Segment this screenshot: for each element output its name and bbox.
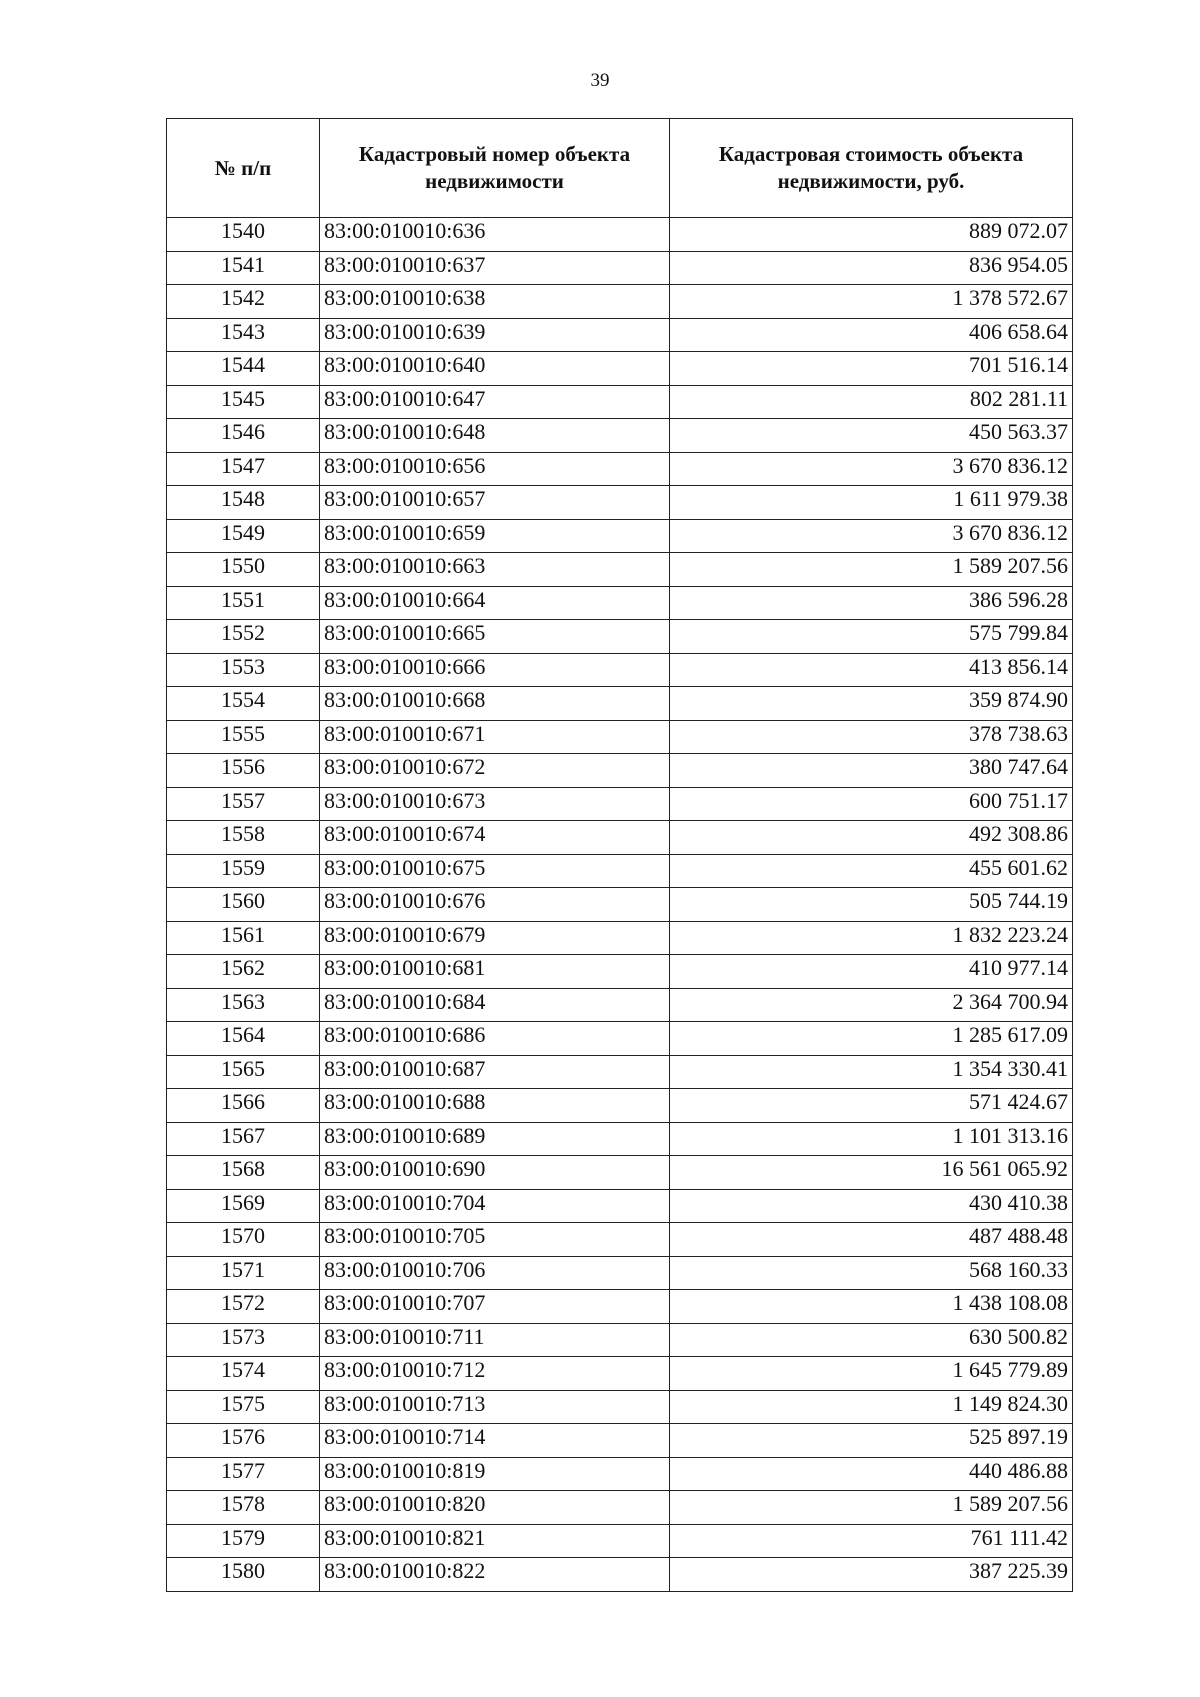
table-row bbox=[167, 519, 1073, 553]
cadastral-number-cell: 83:00:010010:819 bbox=[320, 1457, 670, 1491]
cadastral-number-cell: 83:00:010010:659 bbox=[320, 519, 670, 553]
row-number-cell: 1540 bbox=[167, 218, 320, 252]
row-number-cell: 1561 bbox=[167, 921, 320, 955]
cadastral-number-cell: 83:00:010010:686 bbox=[320, 1022, 670, 1056]
cadastral-value-cell: 380 747.64 bbox=[670, 754, 1073, 788]
table-row bbox=[167, 553, 1073, 587]
cadastral-value-cell: 889 072.07 bbox=[670, 218, 1073, 252]
table-row bbox=[167, 1055, 1073, 1089]
cadastral-number-cell: 83:00:010010:675 bbox=[320, 854, 670, 888]
row-number-cell: 1574 bbox=[167, 1357, 320, 1391]
table-row bbox=[167, 318, 1073, 352]
cadastral-number-cell: 83:00:010010:690 bbox=[320, 1156, 670, 1190]
table-row bbox=[167, 218, 1073, 252]
row-number-cell: 1558 bbox=[167, 821, 320, 855]
cadastral-value-cell: 1 589 207.56 bbox=[670, 1491, 1073, 1525]
cadastral-value-cell: 836 954.05 bbox=[670, 251, 1073, 285]
cadastral-number-cell: 83:00:010010:681 bbox=[320, 955, 670, 989]
cadastral-value-cell: 16 561 065.92 bbox=[670, 1156, 1073, 1190]
cadastral-value-cell: 701 516.14 bbox=[670, 352, 1073, 386]
row-number-cell: 1556 bbox=[167, 754, 320, 788]
row-number-cell: 1559 bbox=[167, 854, 320, 888]
cadastral-value-cell: 455 601.62 bbox=[670, 854, 1073, 888]
cadastral-number-cell: 83:00:010010:711 bbox=[320, 1323, 670, 1357]
cadastral-number-cell: 83:00:010010:705 bbox=[320, 1223, 670, 1257]
cadastral-value-cell: 568 160.33 bbox=[670, 1256, 1073, 1290]
cadastral-number-cell: 83:00:010010:714 bbox=[320, 1424, 670, 1458]
cadastral-value-cell: 1 378 572.67 bbox=[670, 285, 1073, 319]
header-row-number: № п/п bbox=[167, 119, 320, 218]
row-number-cell: 1579 bbox=[167, 1524, 320, 1558]
row-number-cell: 1543 bbox=[167, 318, 320, 352]
table-row bbox=[167, 787, 1073, 821]
cadastral-number-cell: 83:00:010010:671 bbox=[320, 720, 670, 754]
header-cadastral-number: Кадастровый номер объекта недвижимости bbox=[320, 119, 670, 218]
cadastral-number-cell: 83:00:010010:676 bbox=[320, 888, 670, 922]
row-number-cell: 1565 bbox=[167, 1055, 320, 1089]
cadastral-number-cell: 83:00:010010:665 bbox=[320, 620, 670, 654]
cadastral-value-cell: 575 799.84 bbox=[670, 620, 1073, 654]
cadastral-value-cell: 359 874.90 bbox=[670, 687, 1073, 721]
table-row bbox=[167, 486, 1073, 520]
table-row bbox=[167, 1089, 1073, 1123]
table-row bbox=[167, 921, 1073, 955]
table-body bbox=[167, 218, 1073, 1592]
row-number-cell: 1580 bbox=[167, 1558, 320, 1592]
table-row bbox=[167, 854, 1073, 888]
cadastral-number-cell: 83:00:010010:689 bbox=[320, 1122, 670, 1156]
cadastral-value-cell: 378 738.63 bbox=[670, 720, 1073, 754]
cadastral-value-cell: 1 645 779.89 bbox=[670, 1357, 1073, 1391]
cadastral-value-cell: 600 751.17 bbox=[670, 787, 1073, 821]
table-row bbox=[167, 988, 1073, 1022]
cadastral-number-cell: 83:00:010010:666 bbox=[320, 653, 670, 687]
table-row bbox=[167, 452, 1073, 486]
row-number-cell: 1546 bbox=[167, 419, 320, 453]
cadastral-number-cell: 83:00:010010:704 bbox=[320, 1189, 670, 1223]
cadastral-value-cell: 761 111.42 bbox=[670, 1524, 1073, 1558]
table-row bbox=[167, 1290, 1073, 1324]
table-row bbox=[167, 1457, 1073, 1491]
table-row bbox=[167, 1491, 1073, 1525]
row-number-cell: 1571 bbox=[167, 1256, 320, 1290]
cadastral-value-cell: 1 611 979.38 bbox=[670, 486, 1073, 520]
row-number-cell: 1550 bbox=[167, 553, 320, 587]
table-row bbox=[167, 1390, 1073, 1424]
cadastral-value-cell: 3 670 836.12 bbox=[670, 452, 1073, 486]
cadastral-number-cell: 83:00:010010:663 bbox=[320, 553, 670, 587]
row-number-cell: 1552 bbox=[167, 620, 320, 654]
cadastral-number-cell: 83:00:010010:673 bbox=[320, 787, 670, 821]
table-header-row bbox=[167, 119, 1073, 218]
table-row bbox=[167, 419, 1073, 453]
cadastral-number-cell: 83:00:010010:706 bbox=[320, 1256, 670, 1290]
table-row bbox=[167, 1558, 1073, 1592]
row-number-cell: 1577 bbox=[167, 1457, 320, 1491]
cadastral-value-cell: 2 364 700.94 bbox=[670, 988, 1073, 1022]
table-row bbox=[167, 1323, 1073, 1357]
row-number-cell: 1567 bbox=[167, 1122, 320, 1156]
cadastral-number-cell: 83:00:010010:822 bbox=[320, 1558, 670, 1592]
table-row bbox=[167, 821, 1073, 855]
cadastral-value-cell: 630 500.82 bbox=[670, 1323, 1073, 1357]
table-row bbox=[167, 1524, 1073, 1558]
row-number-cell: 1573 bbox=[167, 1323, 320, 1357]
cadastral-value-cell: 3 670 836.12 bbox=[670, 519, 1073, 553]
cadastral-value-cell: 1 101 313.16 bbox=[670, 1122, 1073, 1156]
cadastral-number-cell: 83:00:010010:820 bbox=[320, 1491, 670, 1525]
row-number-cell: 1551 bbox=[167, 586, 320, 620]
table-row bbox=[167, 285, 1073, 319]
row-number-cell: 1572 bbox=[167, 1290, 320, 1324]
cadastral-value-cell: 487 488.48 bbox=[670, 1223, 1073, 1257]
table-row bbox=[167, 251, 1073, 285]
page-number: 39 bbox=[590, 70, 610, 91]
cadastral-number-cell: 83:00:010010:657 bbox=[320, 486, 670, 520]
cadastral-value-cell: 387 225.39 bbox=[670, 1558, 1073, 1592]
cadastral-value-cell: 410 977.14 bbox=[670, 955, 1073, 989]
table-row bbox=[167, 653, 1073, 687]
row-number-cell: 1560 bbox=[167, 888, 320, 922]
cadastral-value-cell: 802 281.11 bbox=[670, 385, 1073, 419]
row-number-cell: 1570 bbox=[167, 1223, 320, 1257]
row-number-cell: 1548 bbox=[167, 486, 320, 520]
row-number-cell: 1576 bbox=[167, 1424, 320, 1458]
cadastral-number-cell: 83:00:010010:656 bbox=[320, 452, 670, 486]
row-number-cell: 1563 bbox=[167, 988, 320, 1022]
table-row bbox=[167, 1122, 1073, 1156]
table-row bbox=[167, 1022, 1073, 1056]
cadastral-value-cell: 1 589 207.56 bbox=[670, 553, 1073, 587]
row-number-cell: 1541 bbox=[167, 251, 320, 285]
cadastral-value-cell: 505 744.19 bbox=[670, 888, 1073, 922]
cadastral-number-cell: 83:00:010010:684 bbox=[320, 988, 670, 1022]
table-row bbox=[167, 1357, 1073, 1391]
cadastral-number-cell: 83:00:010010:688 bbox=[320, 1089, 670, 1123]
table-row bbox=[167, 1256, 1073, 1290]
table-row bbox=[167, 1424, 1073, 1458]
cadastral-value-cell: 1 285 617.09 bbox=[670, 1022, 1073, 1056]
cadastral-number-cell: 83:00:010010:712 bbox=[320, 1357, 670, 1391]
row-number-cell: 1553 bbox=[167, 653, 320, 687]
row-number-cell: 1545 bbox=[167, 385, 320, 419]
cadastral-number-cell: 83:00:010010:640 bbox=[320, 352, 670, 386]
cadastral-number-cell: 83:00:010010:636 bbox=[320, 218, 670, 252]
cadastral-number-cell: 83:00:010010:639 bbox=[320, 318, 670, 352]
table-row bbox=[167, 586, 1073, 620]
table-row bbox=[167, 352, 1073, 386]
table-row bbox=[167, 754, 1073, 788]
cadastral-value-cell: 450 563.37 bbox=[670, 419, 1073, 453]
cadastral-number-cell: 83:00:010010:664 bbox=[320, 586, 670, 620]
cadastral-value-cell: 1 438 108.08 bbox=[670, 1290, 1073, 1324]
row-number-cell: 1547 bbox=[167, 452, 320, 486]
cadastral-value-cell: 386 596.28 bbox=[670, 586, 1073, 620]
row-number-cell: 1555 bbox=[167, 720, 320, 754]
table-row bbox=[167, 1156, 1073, 1190]
cadastral-value-cell: 406 658.64 bbox=[670, 318, 1073, 352]
row-number-cell: 1568 bbox=[167, 1156, 320, 1190]
cadastral-value-cell: 492 308.86 bbox=[670, 821, 1073, 855]
table-row bbox=[167, 687, 1073, 721]
cadastral-value-cell: 525 897.19 bbox=[670, 1424, 1073, 1458]
cadastral-number-cell: 83:00:010010:672 bbox=[320, 754, 670, 788]
row-number-cell: 1544 bbox=[167, 352, 320, 386]
row-number-cell: 1575 bbox=[167, 1390, 320, 1424]
table-row bbox=[167, 720, 1073, 754]
table-row bbox=[167, 385, 1073, 419]
row-number-cell: 1569 bbox=[167, 1189, 320, 1223]
cadastral-number-cell: 83:00:010010:713 bbox=[320, 1390, 670, 1424]
cadastral-number-cell: 83:00:010010:821 bbox=[320, 1524, 670, 1558]
cadastral-number-cell: 83:00:010010:637 bbox=[320, 251, 670, 285]
cadastral-value-cell: 440 486.88 bbox=[670, 1457, 1073, 1491]
row-number-cell: 1554 bbox=[167, 687, 320, 721]
cadastral-number-cell: 83:00:010010:668 bbox=[320, 687, 670, 721]
table-row bbox=[167, 1223, 1073, 1257]
cadastral-number-cell: 83:00:010010:707 bbox=[320, 1290, 670, 1324]
cadastral-number-cell: 83:00:010010:674 bbox=[320, 821, 670, 855]
cadastral-number-cell: 83:00:010010:679 bbox=[320, 921, 670, 955]
row-number-cell: 1564 bbox=[167, 1022, 320, 1056]
cadastral-value-cell: 1 354 330.41 bbox=[670, 1055, 1073, 1089]
cadastral-value-cell: 571 424.67 bbox=[670, 1089, 1073, 1123]
row-number-cell: 1578 bbox=[167, 1491, 320, 1525]
cadastral-value-cell: 413 856.14 bbox=[670, 653, 1073, 687]
cadastral-value-cell: 430 410.38 bbox=[670, 1189, 1073, 1223]
table-row bbox=[167, 888, 1073, 922]
cadastral-number-cell: 83:00:010010:648 bbox=[320, 419, 670, 453]
cadastral-number-cell: 83:00:010010:687 bbox=[320, 1055, 670, 1089]
cadastral-number-cell: 83:00:010010:638 bbox=[320, 285, 670, 319]
header-cadastral-value: Кадастровая стоимость объекта недвижимости, руб. bbox=[670, 119, 1073, 218]
cadastral-value-table bbox=[166, 118, 1073, 1592]
cadastral-value-cell: 1 149 824.30 bbox=[670, 1390, 1073, 1424]
cadastral-value-cell: 1 832 223.24 bbox=[670, 921, 1073, 955]
row-number-cell: 1542 bbox=[167, 285, 320, 319]
table-row bbox=[167, 1189, 1073, 1223]
row-number-cell: 1549 bbox=[167, 519, 320, 553]
table-row bbox=[167, 620, 1073, 654]
row-number-cell: 1557 bbox=[167, 787, 320, 821]
row-number-cell: 1562 bbox=[167, 955, 320, 989]
cadastral-number-cell: 83:00:010010:647 bbox=[320, 385, 670, 419]
row-number-cell: 1566 bbox=[167, 1089, 320, 1123]
table-row bbox=[167, 955, 1073, 989]
